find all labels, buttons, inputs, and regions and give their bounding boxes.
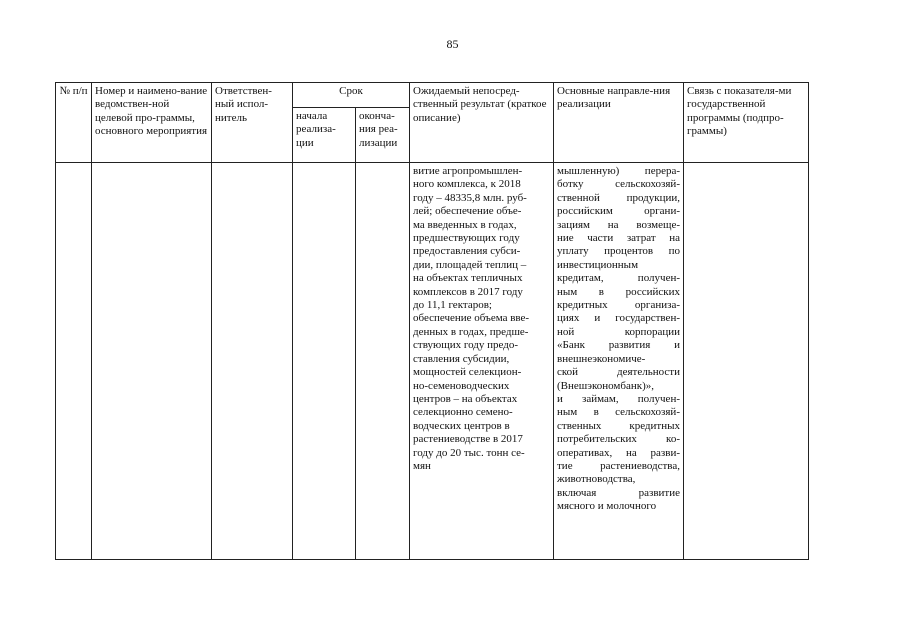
- text-line: и займам, получен-: [557, 392, 680, 405]
- text-line: году – 48335,8 млн. руб-: [413, 191, 527, 204]
- cell-expected-result: [410, 163, 554, 560]
- text-line: включая развитие: [557, 486, 680, 499]
- cell-program-name: [92, 163, 212, 560]
- text-line: дии, площадей теплиц –: [413, 258, 527, 271]
- text-line: внешнеэкономиче-: [557, 352, 646, 365]
- text-line: ставления субсидии,: [413, 352, 510, 365]
- main-directions-text: [557, 165, 680, 514]
- page-number: 85: [446, 37, 459, 51]
- text-line: витие агропромышлен-: [413, 165, 523, 177]
- header-term: Срок: [293, 83, 410, 108]
- text-line: потребительских ко-: [557, 433, 680, 446]
- cell-responsible: [212, 163, 293, 560]
- text-line: оперативах, на разви-: [557, 446, 680, 459]
- text-line: российским органи-: [557, 205, 680, 218]
- cell-term-end: [356, 163, 410, 560]
- text-line: мощностей селекцион-: [413, 366, 522, 379]
- text-line: предшествующих году: [413, 232, 520, 245]
- text-line: «Банк развития и: [557, 339, 680, 352]
- text-line: ным в сельскохозяй-: [557, 406, 680, 419]
- text-line: до 11,1 гектаров;: [413, 299, 492, 312]
- header-program-name: Номер и наимено-вание ведомствен-ной целевой про-граммы, основного мероприятия: [92, 83, 212, 163]
- text-line: но-семеноводческих: [413, 379, 510, 392]
- header-expected-result: Ожидаемый непосред-ственный результат (краткое описание): [410, 83, 554, 163]
- text-line: ственных кредитных: [557, 419, 680, 432]
- header-responsible: Ответствен-ный испол-нитель: [212, 83, 293, 163]
- text-line: центров – на объектах: [413, 392, 518, 405]
- table-row: [56, 163, 809, 560]
- text-line: ного комплекса, к 2018: [413, 178, 521, 191]
- text-line: водческих центров в: [413, 419, 510, 432]
- text-line: инвестиционным: [557, 258, 639, 271]
- text-line: циях и государствен-: [557, 312, 680, 325]
- text-line: кредитам, получен-: [557, 272, 680, 285]
- text-line: денных в годах, предше-: [413, 325, 529, 338]
- text-line: комплексов в 2017 году: [413, 285, 523, 298]
- header-num: № п/п: [56, 83, 92, 163]
- text-line: тие растениеводства,: [557, 459, 680, 472]
- text-line: обеспечение объема вве-: [413, 312, 530, 325]
- cell-term-start: [293, 163, 356, 560]
- text-line: ственной продукции,: [557, 191, 680, 204]
- text-line: кредитных организа-: [557, 299, 680, 312]
- text-line: ботку сельскохозяй-: [557, 178, 680, 191]
- cell-num: [56, 163, 92, 560]
- text-line: мян: [413, 459, 431, 472]
- header-term-start: начала реализа-ции: [293, 108, 356, 163]
- text-line: ма введенных в годах,: [413, 218, 517, 231]
- cell-indicator-link: [684, 163, 809, 560]
- text-line: мышленную) перера-: [557, 165, 680, 177]
- header-main-directions: Основные направле-ния реализации: [554, 83, 684, 163]
- header-indicator-link: Связь с показателя-ми государственной программы (подпро-граммы): [684, 83, 809, 163]
- text-line: животноводства,: [557, 473, 636, 486]
- text-line: году до 20 тыс. тонн се-: [413, 446, 525, 459]
- text-line: растениеводстве в 2017: [413, 433, 523, 446]
- program-table: [55, 82, 809, 560]
- text-line: уплату процентов по: [557, 245, 680, 258]
- text-line: зациям на возмеще-: [557, 218, 680, 231]
- text-line: мясного и молочного: [557, 500, 657, 513]
- text-line: ствующих году предо-: [413, 339, 518, 352]
- text-line: лей; обеспечение объе-: [413, 205, 522, 218]
- text-line: на объектах тепличных: [413, 272, 523, 285]
- text-line: (Внешэкономбанк)»,: [557, 379, 655, 392]
- text-line: ной корпорации: [557, 325, 680, 338]
- text-line: ным в российских: [557, 285, 680, 298]
- text-line: ской деятельности: [557, 366, 680, 379]
- cell-main-directions: [554, 163, 684, 560]
- text-line: предоставления субси-: [413, 245, 521, 258]
- text-line: селекционно семено-: [413, 406, 513, 419]
- header-term-end: оконча-ния реа-лизации: [356, 108, 410, 163]
- text-line: ние части затрат на: [557, 232, 680, 245]
- expected-result-text: [413, 165, 550, 473]
